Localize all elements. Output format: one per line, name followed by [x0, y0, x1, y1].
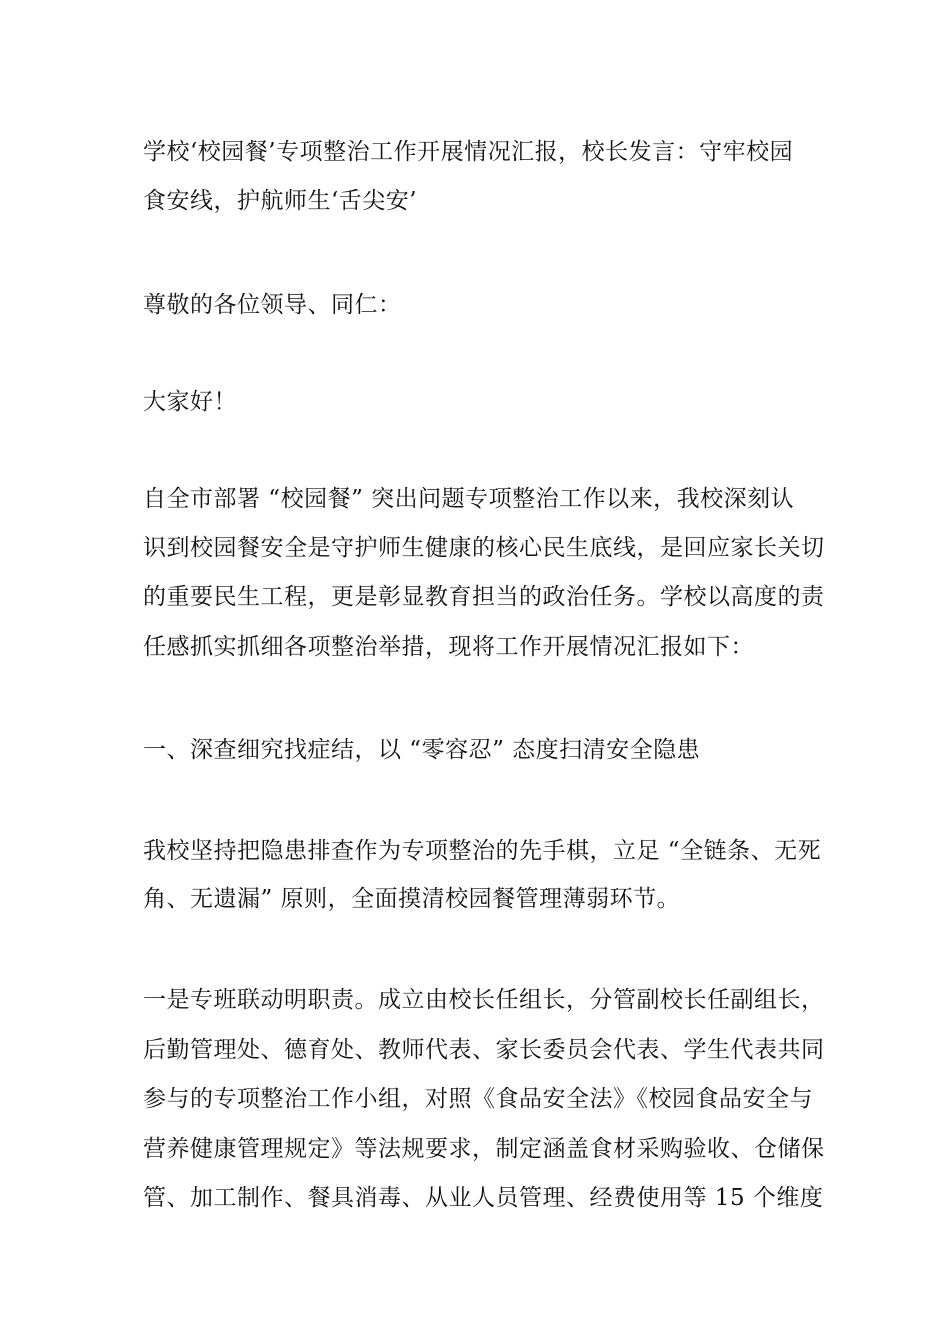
document-title-line-1: 学校‘校园餐’专项整治工作开展情况汇报，校长发言：守牢校园	[143, 139, 794, 165]
intro-line-2: 识到校园餐安全是守护师生健康的核心民生底线，是回应家长关切	[143, 535, 825, 561]
point-1-line-4: 营养健康管理规定》等法规要求，制定涵盖食材采购验收、仓储保	[143, 1136, 825, 1162]
salutation: 尊敬的各位领导、同仁：	[143, 292, 402, 318]
intro-line-4: 任感抓实抓细各项整治举措，现将工作开展情况汇报如下：	[143, 634, 754, 660]
intro-line-3: 的重要民生工程，更是彰显教育担当的政治任务。学校以高度的责	[143, 584, 825, 610]
point-1-line-3: 参与的专项整治工作小组，对照《食品安全法》《校园食品安全与	[143, 1086, 813, 1112]
greeting: 大家好！	[143, 389, 237, 415]
section-1-para-line-2: 角、无遗漏” 原则，全面摸清校园餐管理薄弱环节。	[143, 886, 681, 912]
section-1-para-line-1: 我校坚持把隐患排查作为专项整治的先手棋，立足 “全链条、无死	[143, 838, 822, 864]
point-1-line-2: 后勤管理处、德育处、教师代表、家长委员会代表、学生代表共同	[143, 1037, 825, 1063]
point-1-line-5: 管、加工制作、餐具消毒、从业人员管理、经费使用等 15 个维度	[143, 1185, 824, 1211]
point-1-line-1: 一是专班联动明职责。成立由校长任组长，分管副校长任副组长，	[143, 987, 825, 1013]
section-1-heading: 一、深查细究找症结，以 “零容忍” 态度扫清安全隐患	[143, 737, 701, 763]
intro-line-1: 自全市部署 “校园餐” 突出问题专项整治工作以来，我校深刻认	[143, 486, 795, 512]
document-title-line-2: 食安线，护航师生‘舌尖安’	[143, 188, 418, 214]
